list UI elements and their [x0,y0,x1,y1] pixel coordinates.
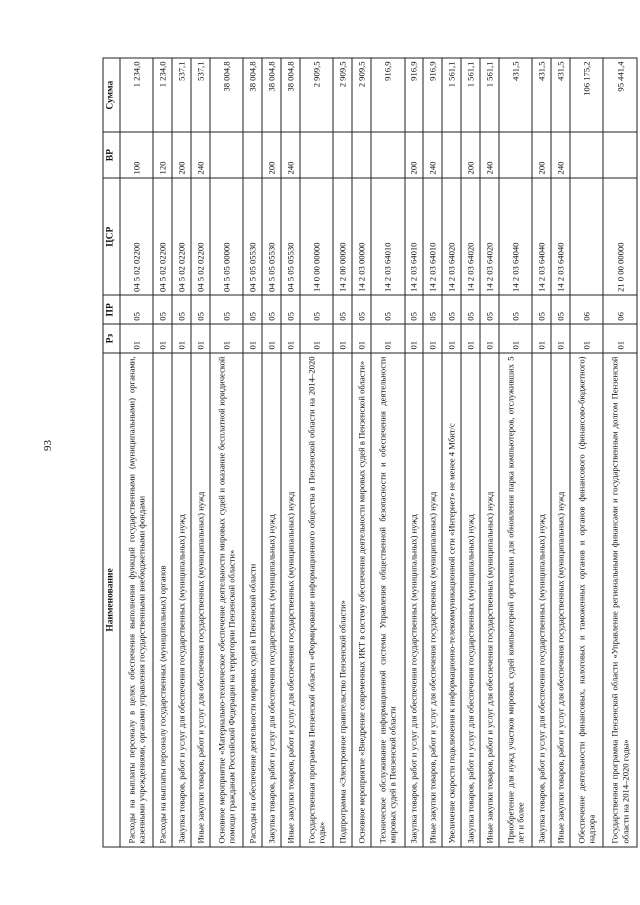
row-vr-cell [210,132,243,178]
table-row [603,58,637,847]
row-vr-cell: 100 [120,132,153,178]
table-row [551,58,570,847]
row-sum-cell: 38 004,8 [262,58,281,132]
row-rz-cell: 01 [551,324,570,353]
table-row [371,58,404,847]
row-csr-cell: 14 2 03 64010 [371,178,404,296]
row-vr-cell: 240 [551,132,570,178]
table-header-row [103,58,120,847]
row-pr-cell: 05 [120,295,153,324]
row-rz-cell: 01 [603,324,637,353]
row-pr-cell: 05 [423,295,442,324]
table-row [570,58,603,847]
row-pr-cell: 05 [243,295,262,324]
row-pr-cell: 05 [352,295,371,324]
row-sum-cell: 106 175,2 [570,58,603,132]
row-sum-cell: 916,9 [371,58,404,132]
row-name-cell: Закупка товаров, работ и услуг для обеспечения государственных (муниципальных) нужд [405,353,424,847]
row-rz-cell: 01 [371,324,404,353]
row-vr-cell: 200 [461,132,480,178]
row-sum-cell: 1 561,1 [442,58,461,132]
row-sum-cell: 537,1 [172,58,191,132]
row-name-cell: Подпрограмма «Электронное правительство Пензенской области» [333,353,352,847]
row-csr-cell: 04 5 05 00000 [210,178,243,296]
row-csr-cell: 14 2 03 64040 [532,178,551,296]
row-rz-cell: 01 [570,324,603,353]
row-rz-cell: 01 [191,324,210,353]
header-csr: ЦСР [103,178,120,296]
row-sum-cell: 1 561,1 [480,58,499,132]
row-pr-cell: 05 [480,295,499,324]
row-pr-cell: 05 [371,295,404,324]
row-rz-cell: 01 [461,324,480,353]
row-pr-cell: 05 [210,295,243,324]
row-csr-cell: 04 5 05 05530 [281,178,300,296]
row-sum-cell: 2 909,5 [352,58,371,132]
row-sum-cell: 38 004,8 [281,58,300,132]
row-csr-cell: 14 2 03 64020 [461,178,480,296]
table-row [243,58,262,847]
row-sum-cell: 431,5 [551,58,570,132]
row-csr-cell: 14 2 03 64010 [405,178,424,296]
row-sum-cell: 431,5 [532,58,551,132]
row-rz-cell: 01 [210,324,243,353]
row-csr-cell: 14 2 03 00000 [352,178,371,296]
row-csr-cell: 04 5 02 02200 [172,178,191,296]
budget-table [103,58,638,848]
row-csr-cell: 04 5 05 05530 [262,178,281,296]
row-pr-cell: 05 [442,295,461,324]
table-row [120,58,153,847]
row-sum-cell: 1 234,0 [120,58,153,132]
row-pr-cell: 05 [551,295,570,324]
row-name-cell: Расходы на обеспечение деятельности мировых судей в Пензенской области [243,353,262,847]
row-name-cell: Расходы на выплаты персоналу государственных (муниципальных) органов [153,353,172,847]
row-pr-cell: 05 [405,295,424,324]
row-rz-cell: 01 [423,324,442,353]
row-csr-cell: 04 5 02 02200 [120,178,153,296]
row-sum-cell: 2 909,5 [300,58,333,132]
row-name-cell: Закупка товаров, работ и услуг для обеспечения государственных (муниципальных) нужд [532,353,551,847]
table-row [480,58,499,847]
row-vr-cell: 120 [153,132,172,178]
header-sum: Сумма [103,58,120,132]
row-vr-cell [243,132,262,178]
row-name-cell: Расходы на выплаты персоналу в целях обеспечения выполнения функций государственными (муниципальными) органами, казенными учреждениями, органами управления государственными внебюджетными фондами [120,353,153,847]
header-pr: ПР [103,295,120,324]
row-csr-cell: 04 5 02 02200 [153,178,172,296]
table-row [461,58,480,847]
row-sum-cell: 2 909,5 [333,58,352,132]
rotated-page-content [103,58,638,848]
table-row [352,58,371,847]
row-rz-cell: 01 [480,324,499,353]
row-csr-cell: 14 0 00 00000 [300,178,333,296]
table-row [262,58,281,847]
row-rz-cell: 01 [300,324,333,353]
row-name-cell: Увеличение скорости подключения к информационно-телекоммуникационной сети «Интернет» не менее 4 Мбит/с [442,353,461,847]
page-number: 93 [42,440,54,451]
header-vr: ВР [103,132,120,178]
table-row [532,58,551,847]
row-name-cell: Обеспечение деятельности финансовых, налоговых и таможенных органов и органов финансового (финансово-бюджетного) надзора [570,353,603,847]
row-name-cell: Основное мероприятие «Внедрение современных ИКТ в систему обеспечения деятельности мировых судей в Пензенской области» [352,353,371,847]
table-body [120,58,637,847]
row-pr-cell: 05 [333,295,352,324]
row-vr-cell: 240 [423,132,442,178]
row-pr-cell: 05 [300,295,333,324]
row-name-cell: Иные закупки товаров, работ и услуг для обеспечения государственных (муниципальных) нужд [551,353,570,847]
row-pr-cell: 05 [172,295,191,324]
table-row [499,58,532,847]
row-vr-cell: 240 [191,132,210,178]
row-csr-cell [570,178,603,296]
row-pr-cell: 05 [281,295,300,324]
row-name-cell: Государственная программа Пензенской области «Формирование информационного общества в Пензенской области на 2014–2020 годы» [300,353,333,847]
header-rz: Рз [103,324,120,353]
row-pr-cell: 05 [532,295,551,324]
row-rz-cell: 01 [281,324,300,353]
row-rz-cell: 01 [153,324,172,353]
row-name-cell: Иные закупки товаров, работ и услуг для обеспечения государственных (муниципальных) нужд [480,353,499,847]
row-rz-cell: 01 [243,324,262,353]
table-row [405,58,424,847]
table-row [153,58,172,847]
row-vr-cell: 200 [172,132,191,178]
row-name-cell: Закупка товаров, работ и услуг для обеспечения государственных (муниципальных) нужд [461,353,480,847]
table-row [172,58,191,847]
row-name-cell: Иные закупки товаров, работ и услуг для обеспечения государственных (муниципальных) нужд [281,353,300,847]
row-vr-cell [333,132,352,178]
table-row [300,58,333,847]
row-vr-cell [352,132,371,178]
row-csr-cell: 14 2 03 64020 [442,178,461,296]
row-rz-cell: 01 [405,324,424,353]
row-sum-cell: 916,9 [423,58,442,132]
row-pr-cell: 06 [603,295,637,324]
row-csr-cell: 14 2 03 64020 [480,178,499,296]
row-vr-cell: 200 [262,132,281,178]
row-sum-cell: 537,1 [191,58,210,132]
header-name: Наименование [103,353,120,847]
row-vr-cell [371,132,404,178]
row-sum-cell: 38 004,8 [243,58,262,132]
row-vr-cell: 200 [532,132,551,178]
row-pr-cell: 05 [262,295,281,324]
row-csr-cell: 14 2 03 64040 [499,178,532,296]
row-vr-cell: 240 [281,132,300,178]
row-rz-cell: 01 [532,324,551,353]
row-sum-cell: 38 004,8 [210,58,243,132]
row-vr-cell [603,132,637,178]
row-sum-cell: 1 561,1 [461,58,480,132]
row-vr-cell [499,132,532,178]
row-name-cell: Иные закупки товаров, работ и услуг для обеспечения государственных (муниципальных) нужд [191,353,210,847]
row-sum-cell: 1 234,0 [153,58,172,132]
table-row [281,58,300,847]
row-sum-cell: 431,5 [499,58,532,132]
row-csr-cell: 14 2 03 64010 [423,178,442,296]
row-rz-cell: 01 [262,324,281,353]
row-csr-cell: 14 2 00 00000 [333,178,352,296]
row-vr-cell [442,132,461,178]
row-pr-cell: 06 [570,295,603,324]
row-name-cell: Приобретение для нужд участков мировых судей компьютерной оргтехники для обновления парка компьютеров, отслуживших 5 лет и более [499,353,532,847]
row-name-cell: Закупка товаров, работ и услуг для обеспечения государственных (муниципальных) нужд [262,353,281,847]
table-row [210,58,243,847]
row-csr-cell: 21 0 00 00000 [603,178,637,296]
table-row [191,58,210,847]
row-csr-cell: 14 2 03 64040 [551,178,570,296]
row-vr-cell [300,132,333,178]
row-vr-cell: 200 [405,132,424,178]
row-rz-cell: 01 [333,324,352,353]
row-pr-cell: 05 [191,295,210,324]
row-vr-cell [570,132,603,178]
row-sum-cell: 95 441,4 [603,58,637,132]
row-rz-cell: 01 [120,324,153,353]
table-row [333,58,352,847]
row-name-cell: Иные закупки товаров, работ и услуг для обеспечения государственных (муниципальных) нужд [423,353,442,847]
row-rz-cell: 01 [352,324,371,353]
table-row [423,58,442,847]
row-vr-cell: 240 [480,132,499,178]
row-pr-cell: 05 [499,295,532,324]
row-csr-cell: 04 5 02 02200 [191,178,210,296]
row-rz-cell: 01 [499,324,532,353]
row-pr-cell: 05 [153,295,172,324]
row-name-cell: Техническое обслуживание информационной системы Управления общественной безопасности и обеспечения деятельности мировых судей в Пензенской области [371,353,404,847]
row-rz-cell: 01 [172,324,191,353]
row-name-cell: Основное мероприятие «Материально-техническое обеспечение деятельности мировых судей и оказание бесплатной юридической помощи гражданам Российской Федерации на территории Пензенской области» [210,353,243,847]
table-row [442,58,461,847]
row-rz-cell: 01 [442,324,461,353]
row-name-cell: Закупка товаров, работ и услуг для обеспечения государственных (муниципальных) нужд [172,353,191,847]
row-sum-cell: 916,9 [405,58,424,132]
row-pr-cell: 05 [461,295,480,324]
row-csr-cell: 04 5 05 05530 [243,178,262,296]
row-name-cell: Государственная программа Пензенской области «Управление региональными финансами и государственным долгом Пензенской области на 2014–2020 годы» [603,353,637,847]
